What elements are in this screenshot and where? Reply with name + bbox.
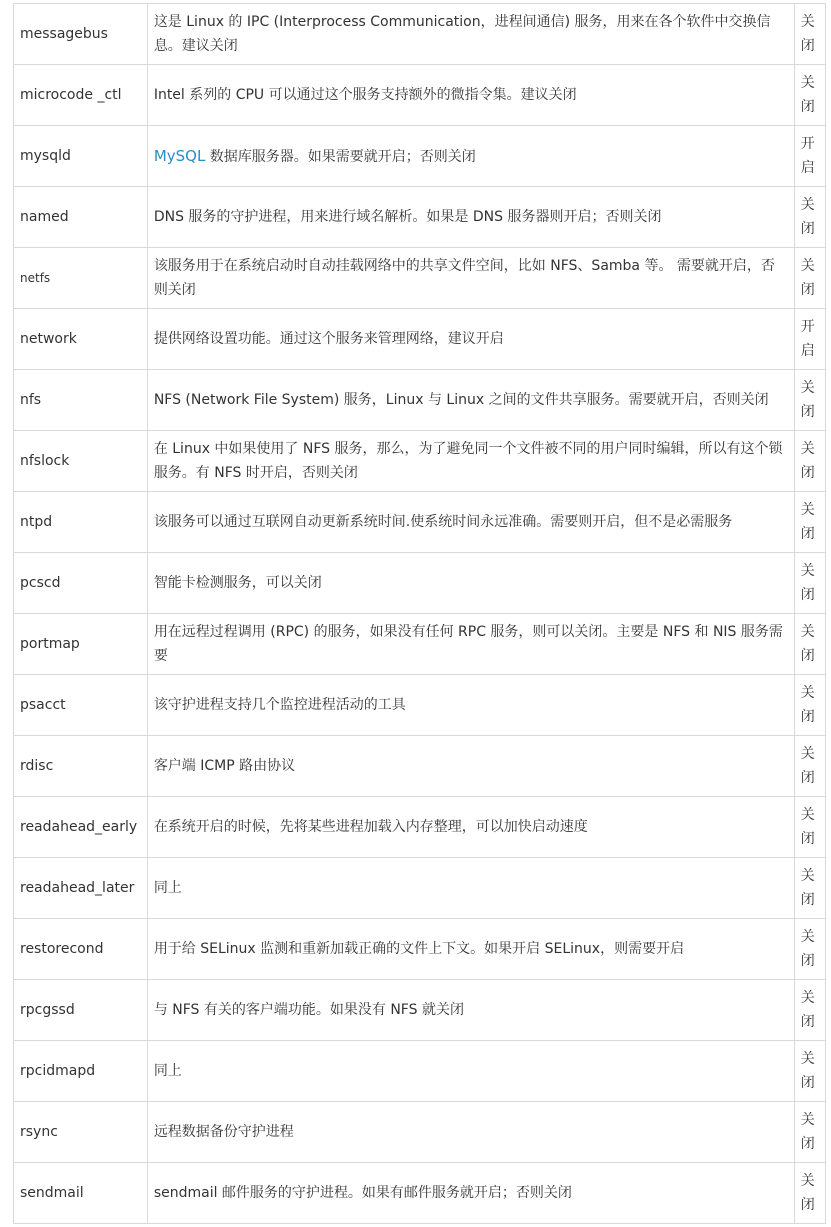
service-status: 关闭 — [794, 370, 825, 431]
service-status: 开启 — [794, 309, 825, 370]
mysql-link[interactable]: MySQL — [153, 146, 206, 165]
service-status: 关闭 — [794, 797, 825, 858]
service-description: 提供网络设置功能。通过这个服务来管理网络，建议开启 — [147, 309, 794, 370]
service-description-text: 数据库服务器。如果需要就开启；否则关闭 — [205, 148, 476, 165]
table-row — [14, 65, 826, 126]
service-description: 同上 — [147, 1041, 794, 1102]
service-status: 关闭 — [794, 919, 825, 980]
service-description: 该守护进程支持几个监控进程活动的工具 — [147, 675, 794, 736]
table-row — [14, 1163, 826, 1224]
service-status: 关闭 — [794, 614, 825, 675]
service-status: 关闭 — [794, 1041, 825, 1102]
table-row — [14, 248, 826, 309]
table-row — [14, 980, 826, 1041]
service-description: 这是 Linux 的 IPC (Interprocess Communication，进程间通信) 服务，用来在各个软件中交换信息。建议关闭 — [147, 4, 794, 65]
service-name: rdisc — [14, 736, 148, 797]
service-description: 该服务用于在系统启动时自动挂载网络中的共享文件空间，比如 NFS、Samba 等。 需要就开启，否则关闭 — [147, 248, 794, 309]
service-name: readahead_early — [14, 797, 148, 858]
table-row — [14, 1102, 826, 1163]
service-name: nfslock — [14, 431, 148, 492]
service-status: 关闭 — [794, 736, 825, 797]
service-status: 关闭 — [794, 431, 825, 492]
service-name: rpcidmapd — [14, 1041, 148, 1102]
service-name: messagebus — [14, 4, 148, 65]
service-name: microcode _ctl — [14, 65, 148, 126]
service-status: 关闭 — [794, 1163, 825, 1224]
service-name: ntpd — [14, 492, 148, 553]
table-row — [14, 553, 826, 614]
service-description — [147, 126, 794, 187]
service-status: 关闭 — [794, 553, 825, 614]
service-status: 关闭 — [794, 4, 825, 65]
service-status: 关闭 — [794, 980, 825, 1041]
service-name: readahead_later — [14, 858, 148, 919]
table-row — [14, 1041, 826, 1102]
service-status: 关闭 — [794, 248, 825, 309]
table-row — [14, 492, 826, 553]
service-description: 用在远程过程调用 (RPC) 的服务，如果没有任何 RPC 服务，则可以关闭。主要是 NFS 和 NIS 服务需要 — [147, 614, 794, 675]
table-row — [14, 736, 826, 797]
service-status: 关闭 — [794, 65, 825, 126]
service-description: 客户端 ICMP 路由协议 — [147, 736, 794, 797]
table-row — [14, 431, 826, 492]
services-table — [13, 3, 826, 1224]
service-status: 关闭 — [794, 187, 825, 248]
service-status: 开启 — [794, 126, 825, 187]
service-status: 关闭 — [794, 858, 825, 919]
service-name: rsync — [14, 1102, 148, 1163]
table-row — [14, 370, 826, 431]
service-status: 关闭 — [794, 492, 825, 553]
service-name: pcscd — [14, 553, 148, 614]
table-row — [14, 614, 826, 675]
service-description: NFS (Network File System) 服务，Linux 与 Linux 之间的文件共享服务。需要就开启，否则关闭 — [147, 370, 794, 431]
service-description: 远程数据备份守护进程 — [147, 1102, 794, 1163]
table-row — [14, 187, 826, 248]
service-name: mysqld — [14, 126, 148, 187]
service-name: nfs — [14, 370, 148, 431]
service-description: 同上 — [147, 858, 794, 919]
service-name: netfs — [14, 248, 148, 309]
table-row — [14, 126, 826, 187]
service-description: 用于给 SELinux 监测和重新加载正确的文件上下文。如果开启 SELinux，则需要开启 — [147, 919, 794, 980]
service-description: 在系统开启的时候，先将某些进程加载入内存整理，可以加快启动速度 — [147, 797, 794, 858]
service-status: 关闭 — [794, 675, 825, 736]
table-row — [14, 675, 826, 736]
service-name: psacct — [14, 675, 148, 736]
service-name: restorecond — [14, 919, 148, 980]
service-description: sendmail 邮件服务的守护进程。如果有邮件服务就开启；否则关闭 — [147, 1163, 794, 1224]
service-description: DNS 服务的守护进程，用来进行域名解析。如果是 DNS 服务器则开启；否则关闭 — [147, 187, 794, 248]
table-row — [14, 797, 826, 858]
table-row — [14, 309, 826, 370]
table-row — [14, 858, 826, 919]
service-description: 在 Linux 中如果使用了 NFS 服务，那么，为了避免同一个文件被不同的用户同时编辑，所以有这个锁服务。有 NFS 时开启，否则关闭 — [147, 431, 794, 492]
service-description: 智能卡检测服务，可以关闭 — [147, 553, 794, 614]
service-name: portmap — [14, 614, 148, 675]
service-description: Intel 系列的 CPU 可以通过这个服务支持额外的微指令集。建议关闭 — [147, 65, 794, 126]
service-name: named — [14, 187, 148, 248]
service-description: 该服务可以通过互联网自动更新系统时间.使系统时间永远准确。需要则开启，但不是必需服务 — [147, 492, 794, 553]
service-status: 关闭 — [794, 1102, 825, 1163]
service-name: sendmail — [14, 1163, 148, 1224]
service-name: network — [14, 309, 148, 370]
table-row — [14, 919, 826, 980]
service-description: 与 NFS 有关的客户端功能。如果没有 NFS 就关闭 — [147, 980, 794, 1041]
service-name: rpcgssd — [14, 980, 148, 1041]
table-row — [14, 4, 826, 65]
